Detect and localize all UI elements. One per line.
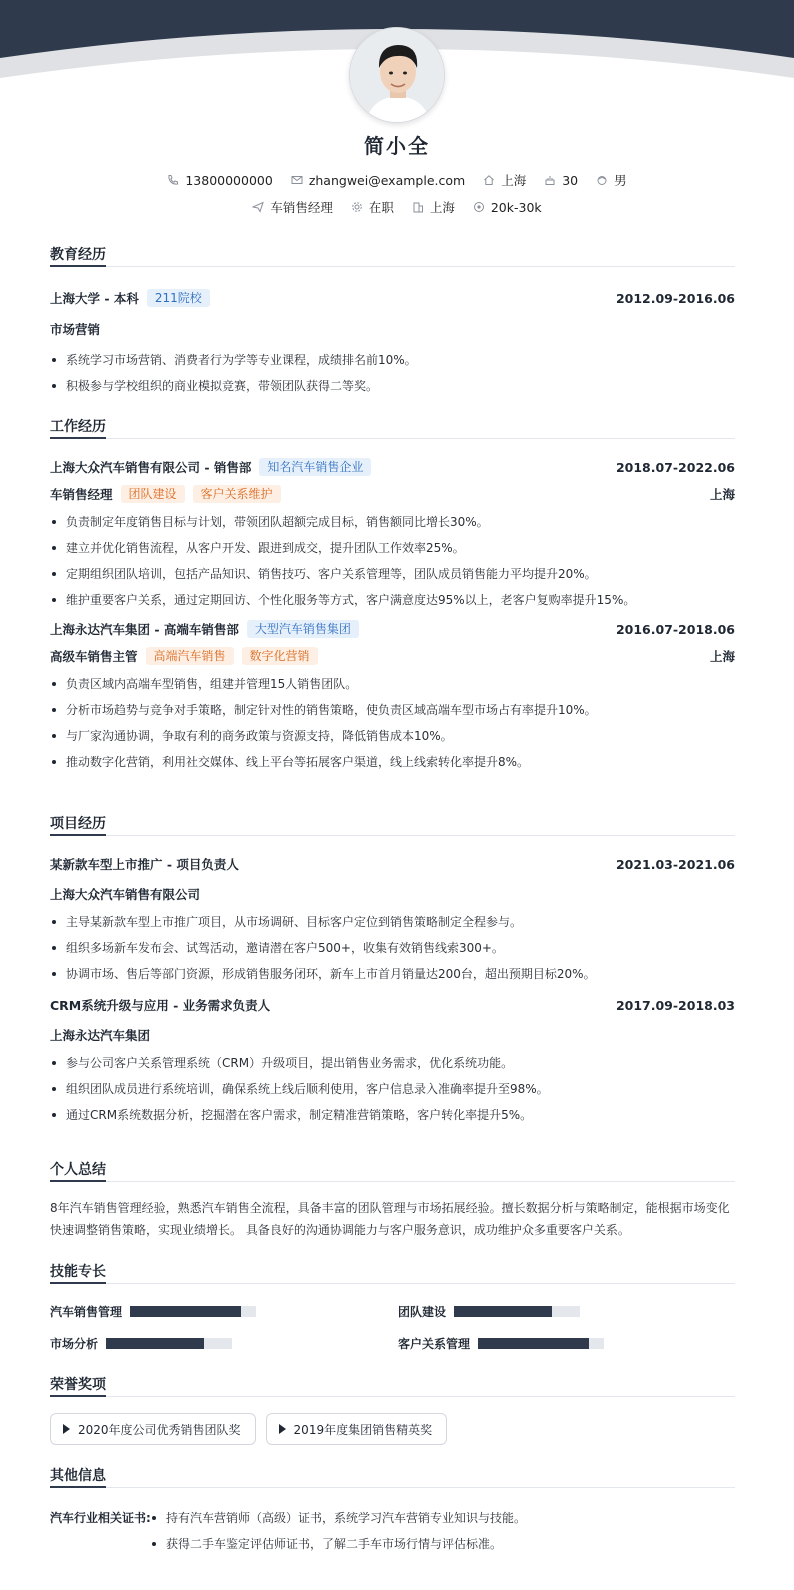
skill-name: 市场分析 — [50, 1336, 99, 1351]
awards-section — [50, 1373, 735, 1445]
project-org: 上海大众汽车销售有限公司 — [50, 887, 201, 902]
job-city: 上海 — [709, 487, 735, 502]
location-text: 上海 — [501, 173, 527, 188]
skill-item — [398, 1333, 735, 1353]
skill-item — [398, 1301, 735, 1321]
skill-bar-fill — [130, 1306, 241, 1317]
summary-line: 8年汽车销售管理经验，熟悉汽车销售全流程，具备丰富的团队管理与市场拓展经验。擅长数据分析与策略制定，能根据市场变化 — [50, 1201, 730, 1215]
education-title: 教育经历 — [50, 243, 735, 267]
skill-tag: 团队建设 — [121, 485, 185, 503]
position-text: 车销售经理 — [270, 200, 333, 215]
list-item: 定期组织团队培训，包括产品知识、销售技巧、客户关系管理等，团队成员销售能力平均提升20%。 — [50, 561, 735, 587]
list-item: 推动数字化营销，利用社交媒体、线上平台等拓展客户渠道，线上线索转化率提升8%。 — [50, 749, 735, 775]
job-role-row — [50, 646, 735, 666]
skill-item — [50, 1301, 398, 1321]
list-item: 与厂家沟通协调，争取有利的商务政策与资源支持，降低销售成本10%。 — [50, 723, 735, 749]
education-major — [50, 319, 735, 339]
avatar — [349, 27, 445, 123]
target-city-item — [412, 198, 455, 216]
list-item: 建立并优化销售流程，从客户开发、跟进到成交，提升团队工作效率25%。 — [50, 535, 735, 561]
skill-name: 团队建设 — [398, 1304, 447, 1319]
list-item: 协调市场、售后等部门资源，形成销售服务闭环，新车上市首月销量达200台，超出预期目标20%。 — [50, 961, 735, 987]
mail-icon — [291, 174, 303, 186]
projects-section — [50, 812, 735, 1128]
skill-tag: 数字化营销 — [242, 647, 318, 665]
list-item: 通过CRM系统数据分析，挖掘潜在客户需求，制定精准营销策略，客户转化率提升5%。 — [50, 1102, 735, 1128]
salary-item — [473, 200, 542, 215]
company-name: 上海永达汽车集团 - 高端车销售部 — [50, 622, 239, 637]
position-item — [252, 198, 333, 216]
contact-row — [0, 171, 794, 189]
cake-icon — [544, 174, 556, 186]
project-bullets — [50, 1050, 735, 1128]
project-period: 2017.09-2018.03 — [615, 997, 735, 1013]
education-period: 2012.09-2016.06 — [615, 290, 735, 306]
awards-list — [50, 1413, 735, 1445]
award-text: 2020年度公司优秀销售团队奖 — [78, 1422, 241, 1437]
summary-line: 快速调整销售策略，实现业绩增长。 具备良好的沟通协调能力与客户服务意识，成功维护众多重要客户关系。 — [50, 1223, 630, 1237]
major-text: 市场营销 — [50, 322, 101, 337]
skill-tag: 客户关系维护 — [193, 485, 281, 503]
company-tag: 知名汽车销售企业 — [259, 458, 371, 476]
gender-item — [596, 171, 627, 189]
list-item: 持有汽车营销师（高级）证书，系统学习汽车营销专业知识与技能。 — [150, 1505, 526, 1531]
job-head — [50, 619, 735, 639]
company-name: 上海大众汽车销售有限公司 - 销售部 — [50, 460, 252, 475]
job-role: 车销售经理 — [50, 487, 113, 502]
list-item: 主导某新款车型上市推广项目，从市场调研、目标客户定位到销售策略制定全程参与。 — [50, 909, 735, 935]
target-city-text: 上海 — [429, 200, 455, 215]
award-text: 2019年度集团销售精英奖 — [293, 1422, 433, 1437]
project-org: 上海永达汽车集团 — [50, 1028, 151, 1043]
salary-text: 20k-30k — [490, 199, 542, 215]
list-item: 组织多场新车发布会、试驾活动，邀请潜在客户500+，收集有效销售线索300+。 — [50, 935, 735, 961]
award-chip — [266, 1413, 448, 1445]
project-name: CRM系统升级与应用 - 业务需求负责人 — [50, 998, 271, 1013]
gear-icon — [351, 201, 363, 213]
skill-item — [50, 1333, 398, 1353]
skill-bar-fill — [478, 1338, 589, 1349]
list-item: 维护重要客户关系，通过定期回访、个性化服务等方式，客户满意度达95%以上，老客户复购率提升15%。 — [50, 587, 735, 613]
job-role: 高级车销售主管 — [50, 649, 138, 664]
summary-title: 个人总结 — [50, 1158, 735, 1182]
skill-tag: 高端汽车销售 — [146, 647, 234, 665]
summary-section — [50, 1158, 735, 1241]
phone-text: 13800000000 — [185, 172, 273, 188]
age-text: 30 — [562, 172, 579, 188]
home-icon — [483, 174, 495, 186]
job-intent-row — [0, 198, 794, 216]
list-item: 参与公司客户关系管理系统（CRM）升级项目，提出销售业务需求，优化系统功能。 — [50, 1050, 735, 1076]
project-head — [50, 854, 735, 874]
list-item: 负责制定年度销售目标与计划，带领团队超额完成目标，销售额同比增长30%。 — [50, 509, 735, 535]
email-item — [291, 173, 465, 188]
job-city: 上海 — [709, 649, 735, 664]
list-item: 负责区域内高端车型销售，组建并管理15人销售团队。 — [50, 671, 735, 697]
send-icon — [252, 201, 264, 213]
job-bullets — [50, 671, 735, 775]
skill-name: 客户关系管理 — [398, 1336, 471, 1351]
location-item — [483, 171, 526, 189]
skills-grid — [50, 1301, 735, 1353]
project-head — [50, 995, 735, 1015]
skill-bar-fill — [106, 1338, 204, 1349]
project-org-row — [50, 1025, 735, 1045]
candidate-name: 简小全 — [364, 134, 430, 158]
phone-icon — [167, 174, 179, 186]
other-row — [50, 1505, 735, 1557]
skills-title: 技能专长 — [50, 1260, 735, 1284]
education-bullets — [50, 347, 735, 399]
building-icon — [412, 201, 424, 213]
project-org-row — [50, 884, 735, 904]
job-head — [50, 457, 735, 477]
skill-bar — [478, 1338, 604, 1349]
work-title: 工作经历 — [50, 415, 735, 439]
list-item: 系统学习市场营销、消费者行为学等专业课程，成绩排名前10%。 — [50, 347, 735, 373]
skills-section — [50, 1260, 735, 1353]
job-period: 2016.07-2018.06 — [615, 621, 735, 637]
gender-text: 男 — [614, 173, 627, 188]
job-bullets — [50, 509, 735, 613]
other-label: 汽车行业相关证书: — [50, 1511, 151, 1525]
other-title: 其他信息 — [50, 1464, 735, 1488]
play-icon — [63, 1424, 70, 1434]
status-item — [351, 198, 394, 216]
projects-title: 项目经历 — [50, 812, 735, 836]
project-name: 某新款车型上市推广 - 项目负责人 — [50, 857, 239, 872]
school-name: 上海大学 - 本科 — [50, 291, 139, 306]
phone-item — [167, 173, 272, 188]
gender-icon — [596, 174, 608, 186]
other-section — [50, 1464, 735, 1557]
email-text: zhangwei@example.com — [308, 172, 466, 188]
age-item — [544, 173, 578, 188]
status-text: 在职 — [368, 200, 394, 215]
skill-bar-fill — [454, 1306, 552, 1317]
list-item: 组织团队成员进行系统培训，确保系统上线后顺利使用，客户信息录入准确率提升至98%。 — [50, 1076, 735, 1102]
job-role-row — [50, 484, 735, 504]
education-section — [50, 243, 735, 399]
list-item: 分析市场趋势与竞争对手策略，制定针对性的销售策略，使负责区域高端车型市场占有率提升10%。 — [50, 697, 735, 723]
play-icon — [279, 1424, 286, 1434]
skill-bar — [454, 1306, 580, 1317]
coin-icon — [473, 201, 485, 213]
awards-title: 荣誉奖项 — [50, 1373, 735, 1397]
school-tag: 211院校 — [147, 289, 210, 307]
project-period: 2021.03-2021.06 — [615, 856, 735, 872]
list-item: 获得二手车鉴定评估师证书，了解二手车市场行情与评估标准。 — [150, 1531, 526, 1557]
skill-bar — [130, 1306, 256, 1317]
work-section — [50, 415, 735, 775]
summary-text — [50, 1197, 735, 1241]
project-bullets — [50, 909, 735, 987]
education-head — [50, 288, 735, 308]
other-bullets — [150, 1505, 526, 1557]
skill-bar — [106, 1338, 232, 1349]
skill-name: 汽车销售管理 — [50, 1304, 123, 1319]
list-item: 积极参与学校组织的商业模拟竞赛，带领团队获得二等奖。 — [50, 373, 735, 399]
company-tag: 大型汽车销售集团 — [247, 620, 359, 638]
award-chip — [50, 1413, 256, 1445]
job-period: 2018.07-2022.06 — [615, 459, 735, 475]
